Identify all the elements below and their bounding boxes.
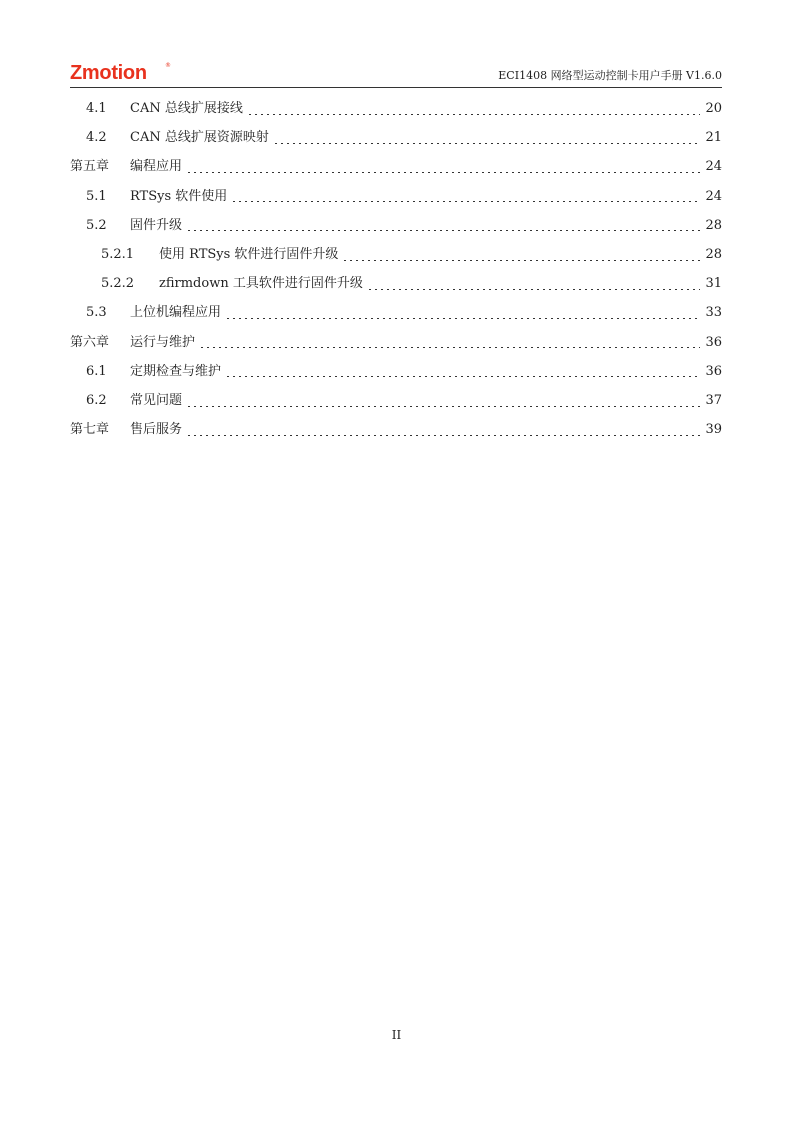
toc-entry-title: 定期检查与维护 — [130, 363, 222, 379]
toc-entry-page: 28 — [705, 247, 722, 262]
toc-entry[interactable] — [70, 244, 722, 266]
toc-entry-title: zfirmdown 工具软件进行固件升级 — [159, 276, 363, 292]
toc-entry[interactable] — [70, 127, 722, 149]
toc-entry-title: 固件升级 — [130, 217, 183, 233]
toc-entry-number: 5.3 — [86, 305, 107, 321]
toc-entry-page: 36 — [705, 334, 722, 350]
header-divider — [70, 87, 722, 88]
toc-entry-number: 6.1 — [86, 363, 107, 379]
registered-mark: ® — [165, 62, 171, 69]
toc-entry[interactable] — [70, 98, 722, 120]
toc-entry-page: 24 — [705, 159, 722, 175]
page-number: II — [391, 1028, 402, 1042]
toc-entry-page: 39 — [705, 422, 722, 438]
toc-entry-title: 编程应用 — [130, 159, 183, 175]
toc-entry-page: 36 — [705, 363, 722, 379]
toc-entry[interactable] — [70, 215, 722, 237]
toc-entry-number: 第六章 — [70, 334, 110, 350]
toc-entry-page: 37 — [705, 393, 722, 408]
toc-dot-leader — [342, 260, 700, 261]
toc-entry-title: CAN 总线扩展资源映射 — [130, 130, 269, 146]
toc-entry-number: 5.2.1 — [101, 247, 135, 262]
document-title: ECI1408 网络型运动控制卡用户手册 V1.6.0 — [498, 69, 722, 82]
toc-entry-number: 5.2 — [86, 217, 107, 233]
toc-dot-leader — [186, 406, 700, 407]
toc-dot-leader — [231, 201, 700, 202]
toc-dot-leader — [225, 376, 700, 377]
toc-entry-title: RTSys 软件使用 — [130, 188, 228, 204]
toc-entry-page: 20 — [705, 101, 722, 116]
toc-entry-number: 5.2.2 — [101, 276, 135, 292]
toc-dot-leader — [247, 114, 701, 115]
toc-entry[interactable] — [70, 302, 722, 324]
toc-dot-leader — [225, 318, 700, 319]
toc-entry[interactable] — [70, 361, 722, 383]
toc-entry-number: 4.1 — [86, 101, 107, 116]
toc-entry-title: 运行与维护 — [130, 334, 196, 350]
toc-entry-title: 上位机编程应用 — [130, 305, 222, 321]
toc-entry-number: 5.1 — [86, 188, 107, 204]
toc-entry-page: 31 — [705, 276, 722, 292]
toc-dot-leader — [367, 289, 701, 290]
toc-entry-page: 28 — [705, 217, 722, 233]
toc-entry-number: 第七章 — [70, 422, 110, 438]
toc-entry[interactable] — [70, 156, 722, 178]
toc-entry-page: 24 — [705, 188, 722, 204]
toc-entry[interactable] — [70, 419, 722, 441]
toc-dot-leader — [186, 172, 700, 173]
toc-dot-leader — [186, 230, 700, 231]
toc-entry-title: CAN 总线扩展接线 — [130, 101, 243, 116]
toc-entry[interactable] — [70, 332, 722, 354]
toc-entry-title: 使用 RTSys 软件进行固件升级 — [159, 247, 339, 262]
toc-entry[interactable] — [70, 186, 722, 208]
company-logo: Zmotion — [70, 62, 147, 84]
page-header — [70, 60, 722, 88]
toc-entry-title: 常见问题 — [130, 393, 183, 408]
toc-entry[interactable] — [70, 273, 722, 295]
toc-entry[interactable] — [70, 390, 722, 412]
toc-dot-leader — [273, 143, 701, 144]
toc-entry-title: 售后服务 — [130, 422, 183, 438]
toc-dot-leader — [186, 435, 700, 436]
toc-dot-leader — [199, 347, 700, 348]
toc-entry-number: 6.2 — [86, 393, 107, 408]
toc-entry-number: 第五章 — [70, 159, 110, 175]
toc-entry-page: 21 — [705, 130, 722, 146]
toc-entry-page: 33 — [705, 305, 722, 321]
toc-entry-number: 4.2 — [86, 130, 107, 146]
